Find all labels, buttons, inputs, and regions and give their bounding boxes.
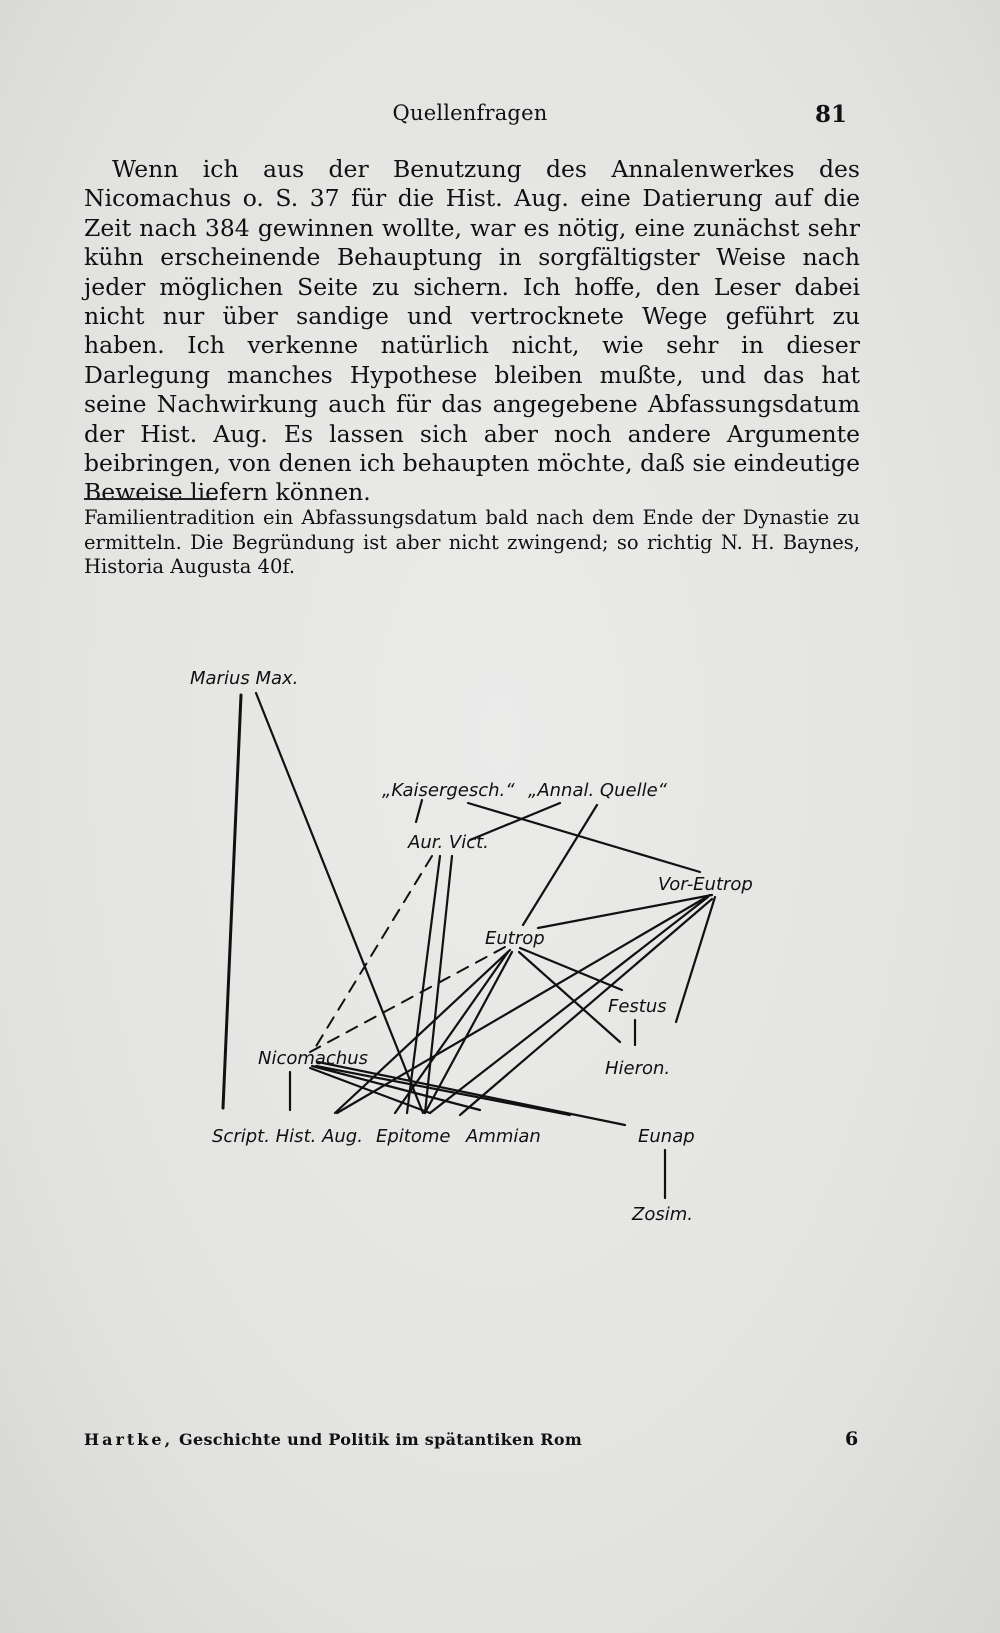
footer-title-line	[84, 1430, 582, 1449]
diagram-labels	[190, 668, 753, 1225]
node-zosim: Zosim.	[632, 1204, 693, 1225]
node-marius: Marius Max.	[190, 668, 299, 689]
edge-marius-script	[223, 695, 241, 1108]
node-nicomachus: Nicomachus	[258, 1048, 369, 1069]
edge-voreutrop-festus	[676, 897, 715, 1022]
edge-aurvict-epitome	[425, 856, 452, 1113]
footnote-rule	[84, 498, 217, 500]
body-paragraph: Wenn ich aus der Benutzung des Annalenwerkes des Nicomachus o. S. 37 für die Hist. Aug. eine Datierung auf die Zeit nach 384 gewinnen wollte, war es nötig, eine zunächst sehr kühn erscheinende Behauptung in sorgfältigster Weise nach jeder möglichen Seite zu sichern. Ich hoffe, den Leser dabei nicht nur über sandige und vertrocknete Wege geführt zu haben. Ich verkenne natürlich nicht, wie sehr in dieser Darlegung manches Hypothese bleiben mußte, und das hat seine Nachwirkung auch für das angegebene Abfassungsdatum der Hist. Aug. Es lassen sich aber noch andere Argumente beibringen, von denen ich behaupten möchte, daß sie eindeutige Beweise liefern können.	[84, 155, 860, 507]
page-number: 81	[815, 101, 848, 128]
edge-aurvict-epitome-2	[407, 856, 440, 1113]
node-eutrop: Eutrop	[485, 928, 545, 949]
edge-kaiser-voreutrop	[468, 803, 700, 872]
edge-nicomachus-eunap	[318, 1062, 625, 1125]
edge-nicomachus-eunap-2	[316, 1066, 570, 1115]
edge-eutrop-script	[335, 950, 510, 1113]
node-script: Script. Hist. Aug.	[212, 1126, 363, 1147]
node-ammian: Ammian	[466, 1126, 541, 1147]
footer-book-title: Geschichte und Politik im spätantiken Rom	[179, 1430, 583, 1449]
node-eunap: Eunap	[638, 1126, 695, 1147]
edge-nicomachus-ammian	[312, 1066, 480, 1110]
source-stemma-diagram	[0, 640, 1000, 1260]
edge-kaiser-aurvict	[416, 800, 422, 822]
node-festus: Festus	[608, 996, 667, 1017]
edge-voreutrop-eutrop	[538, 895, 712, 928]
node-aurvict: Aur. Vict.	[408, 832, 489, 853]
footnote: Familientradition ein Abfassungsdatum bald nach dem Ende der Dynastie zu ermitteln. Die Begründung ist aber nicht zwingend; so richtig N. H. Baynes, Historia Augusta 40f.	[84, 506, 860, 578]
node-epitome: Epitome	[376, 1126, 451, 1147]
footer-signature: 6	[845, 1428, 859, 1450]
footer-author: Hartke,	[84, 1430, 174, 1449]
diagram-edges	[223, 693, 715, 1198]
node-voreutrop: Vor-Eutrop	[658, 874, 753, 895]
node-hieron: Hieron.	[605, 1058, 671, 1079]
node-kaiser: „Kaisergesch.“	[382, 780, 515, 801]
running-header: Quellenfragen	[392, 101, 548, 125]
node-annal: „Annal. Quelle“	[528, 780, 667, 801]
